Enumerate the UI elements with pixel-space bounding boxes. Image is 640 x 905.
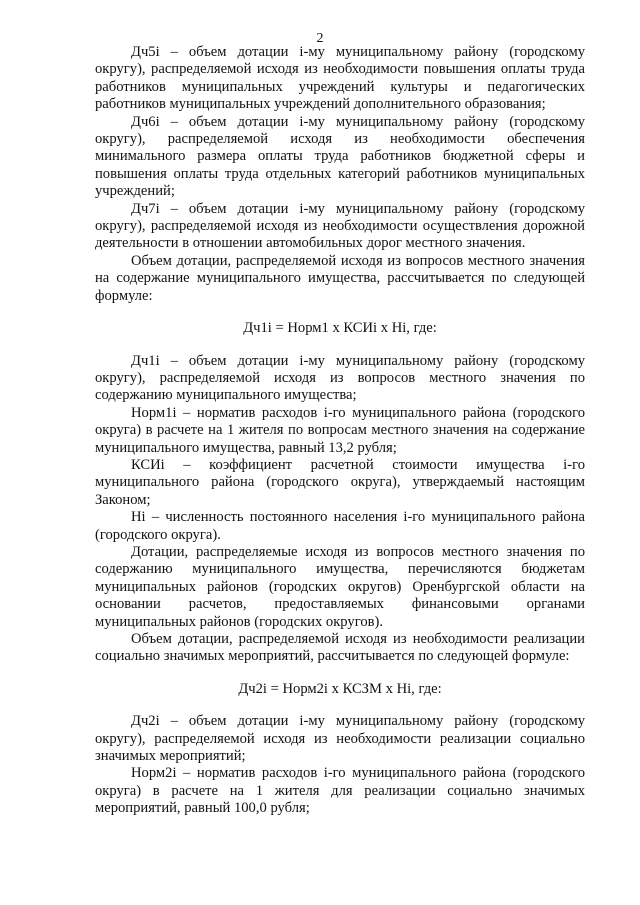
paragraph-transfer: Дотации, распределяемые исходя из вопросов местного значения по содержанию муниципального имущества, перечисляются бюджетам муниципальных районов (городских округов) Оренбургской области на основании расчетов, предоставляемых финансовыми органами муниципальных районов (городских округов). <box>95 543 585 630</box>
paragraph-social-intro: Объем дотации, распределяемой исходя из необходимости реализации социально значимых мероприятий, рассчитывается по следующей формуле: <box>95 631 585 665</box>
paragraph-dch6: Дч6i – объем дотации i-му муниципальному району (городскому округу), распределяемой исходя из необходимости обеспечения минимального размера оплаты труда работников бюджетной сферы и повышения оплаты труда отдельных категорий работников муниципальных учреждений; <box>95 113 585 200</box>
paragraph-ksi-def: КСИi – коэффициент расчетной стоимости имущества i-го муниципального района (городского округа), утверждаемый настоящим Законом; <box>95 456 585 508</box>
paragraph-dch7: Дч7i – объем дотации i-му муниципальному району (городскому округу), распределяемой исходя из необходимости осуществления дорожной деятельности в отношении автомобильных дорог местного значения. <box>95 200 585 252</box>
formula-dch1: Дч1i = Норм1 х КСИi х Нi, где: <box>243 320 437 337</box>
paragraph-property-intro: Объем дотации, распределяемой исходя из вопросов местного значения на содержание муниципального имущества, рассчитывается по следующей формуле: <box>95 252 585 304</box>
paragraph-dch5: Дч5i – объем дотации i-му муниципальному району (городскому округу), распределяемой исходя из необходимости повышения оплаты труда работников муниципальных учреждений культуры и педагогических работников муниципальных учреждений дополнительного образования; <box>95 44 585 113</box>
paragraph-dch1-def: Дч1i – объем дотации i-му муниципальному району (городскому округу), распределяемой исходя из вопросов местного значения по содержанию муниципального имущества; <box>95 352 585 404</box>
page-number: 2 <box>316 31 324 46</box>
document-body <box>95 44 585 818</box>
paragraph-norm1-def: Норм1i – норматив расходов i-го муниципального района (городского округа) в расчете на 1 жителя по вопросам местного значения на содержание муниципального имущества, равный 13,2 рубля; <box>95 404 585 456</box>
formula-dch2: Дч2i = Норм2i х КСЗМ х Нi, где: <box>238 680 442 697</box>
paragraph-population-def: Нi – численность постоянного населения i-го муниципального района (городского округа). <box>95 509 585 543</box>
paragraph-dch2-def: Дч2i – объем дотации i-му муниципальному району (городскому округу), распределяемой исходя из необходимости реализации социально значимых мероприятий; <box>95 713 585 765</box>
paragraph-norm2-def: Норм2i – норматив расходов i-го муниципального района (городского округа) в расчете на 1 жителя для реализации социально значимых мероприятий, равный 100,0 рубля; <box>95 765 585 817</box>
